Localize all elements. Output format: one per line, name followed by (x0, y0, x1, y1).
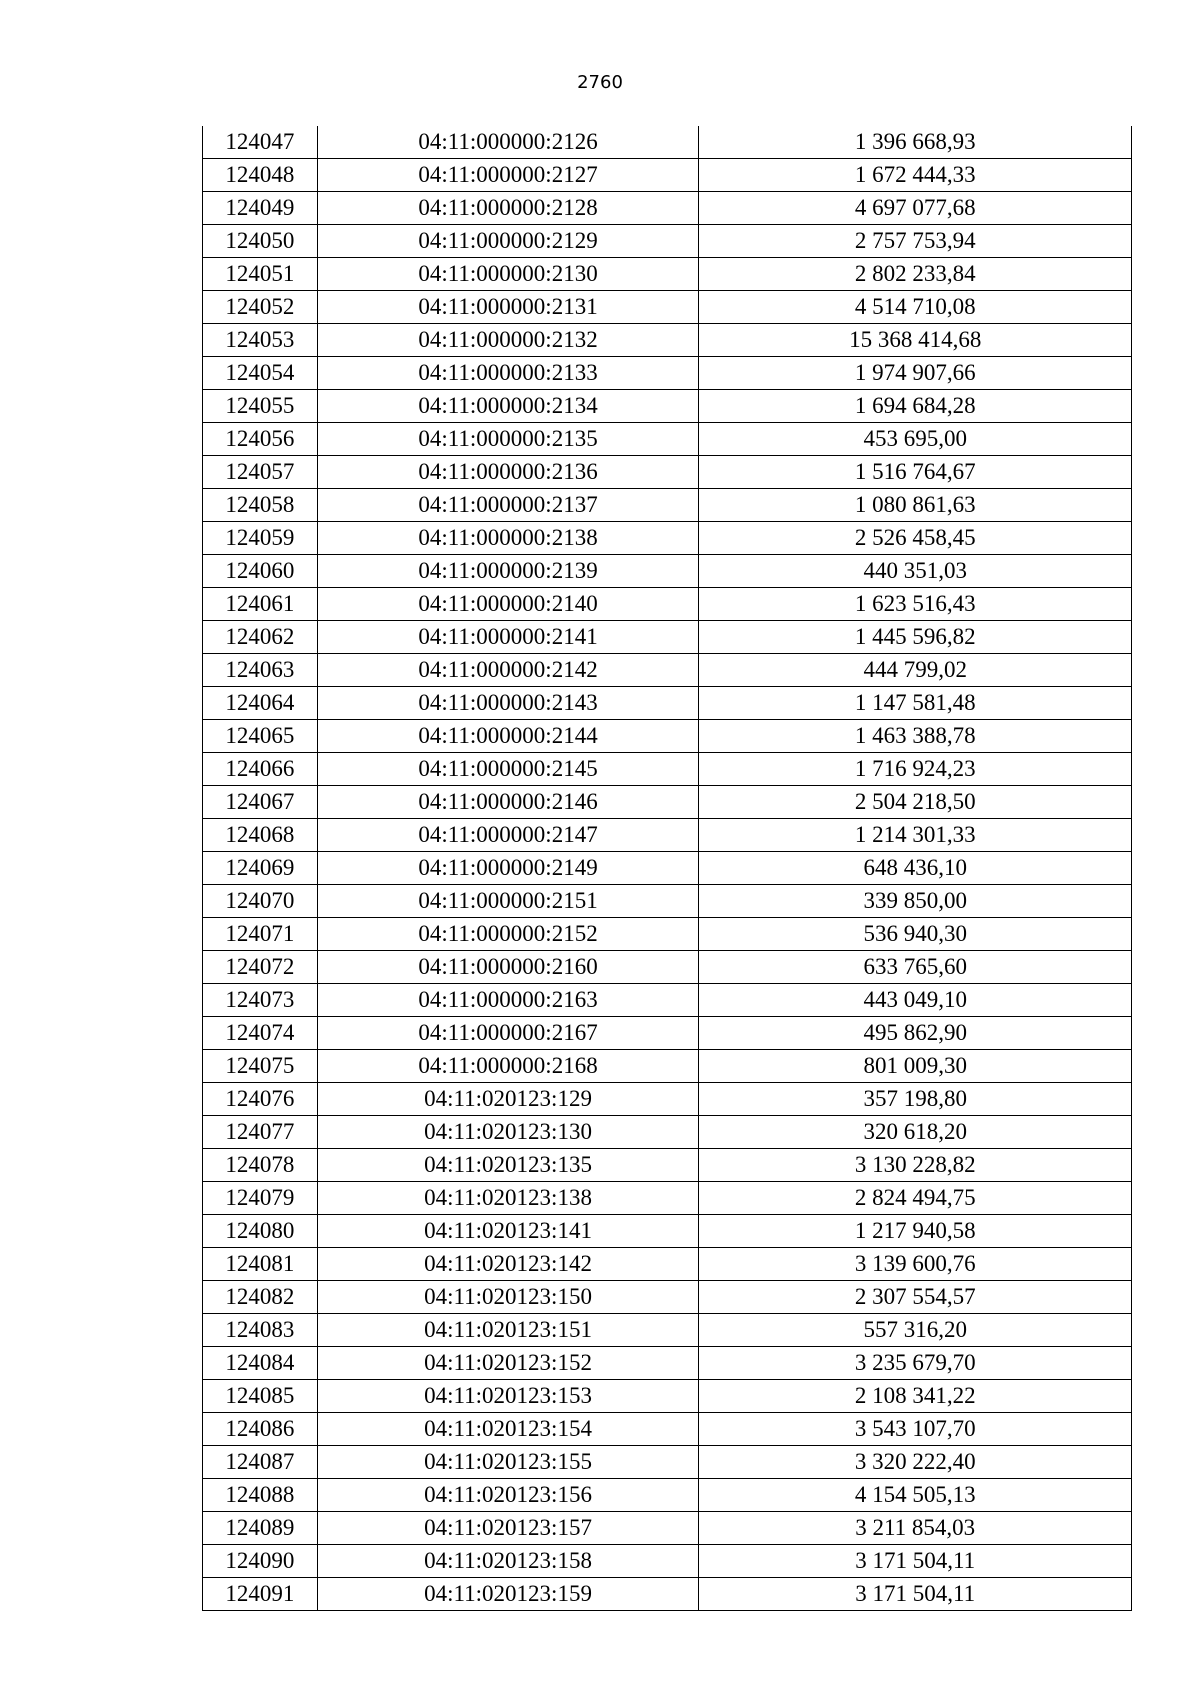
table-row (203, 1215, 1132, 1248)
table-row (203, 1149, 1132, 1182)
cadastral-number-cell: 04:11:020123:153 (317, 1380, 699, 1413)
cadastral-value-cell: 801 009,30 (699, 1050, 1132, 1083)
row-number-cell: 124051 (203, 258, 318, 291)
table-row (203, 258, 1132, 291)
table-row (203, 654, 1132, 687)
cadastral-value-cell: 15 368 414,68 (699, 324, 1132, 357)
table-row (203, 819, 1132, 852)
cadastral-number-cell: 04:11:000000:2139 (317, 555, 699, 588)
row-number-cell: 124085 (203, 1380, 318, 1413)
row-number-cell: 124050 (203, 225, 318, 258)
row-number-cell: 124083 (203, 1314, 318, 1347)
table-row (203, 390, 1132, 423)
cadastral-value-cell: 3 235 679,70 (699, 1347, 1132, 1380)
table-row (203, 885, 1132, 918)
cadastral-value-cell: 3 543 107,70 (699, 1413, 1132, 1446)
cadastral-number-cell: 04:11:020123:158 (317, 1545, 699, 1578)
cadastral-value-cell: 1 694 684,28 (699, 390, 1132, 423)
cadastral-number-cell: 04:11:020123:129 (317, 1083, 699, 1116)
cadastral-value-cell: 536 940,30 (699, 918, 1132, 951)
cadastral-value-cell: 4 697 077,68 (699, 192, 1132, 225)
cadastral-value-cell: 3 171 504,11 (699, 1545, 1132, 1578)
row-number-cell: 124080 (203, 1215, 318, 1248)
cadastral-number-cell: 04:11:020123:150 (317, 1281, 699, 1314)
table-row (203, 456, 1132, 489)
table-row (203, 489, 1132, 522)
cadastral-value-cell: 3 139 600,76 (699, 1248, 1132, 1281)
row-number-cell: 124067 (203, 786, 318, 819)
row-number-cell: 124063 (203, 654, 318, 687)
cadastral-value-cell: 1 623 516,43 (699, 588, 1132, 621)
cadastral-number-cell: 04:11:000000:2160 (317, 951, 699, 984)
cadastral-number-cell: 04:11:000000:2149 (317, 852, 699, 885)
cadastral-value-cell: 2 757 753,94 (699, 225, 1132, 258)
table-row (203, 126, 1132, 159)
cadastral-number-cell: 04:11:000000:2152 (317, 918, 699, 951)
table-row (203, 687, 1132, 720)
cadastral-value-cell: 2 802 233,84 (699, 258, 1132, 291)
row-number-cell: 124070 (203, 885, 318, 918)
table-row (203, 984, 1132, 1017)
cadastral-value-cell: 2 526 458,45 (699, 522, 1132, 555)
table-row (203, 1248, 1132, 1281)
row-number-cell: 124047 (203, 126, 318, 159)
cadastral-number-cell: 04:11:000000:2129 (317, 225, 699, 258)
table-row (203, 918, 1132, 951)
table-row (203, 1017, 1132, 1050)
registry-table-body (203, 126, 1132, 1611)
cadastral-value-cell: 557 316,20 (699, 1314, 1132, 1347)
row-number-cell: 124061 (203, 588, 318, 621)
cadastral-number-cell: 04:11:000000:2137 (317, 489, 699, 522)
cadastral-number-cell: 04:11:000000:2132 (317, 324, 699, 357)
table-row (203, 1512, 1132, 1545)
row-number-cell: 124054 (203, 357, 318, 390)
cadastral-value-cell: 3 130 228,82 (699, 1149, 1132, 1182)
table-row (203, 1182, 1132, 1215)
cadastral-number-cell: 04:11:000000:2145 (317, 753, 699, 786)
cadastral-value-cell: 3 171 504,11 (699, 1578, 1132, 1611)
cadastral-number-cell: 04:11:020123:130 (317, 1116, 699, 1149)
page-number: 2760 (577, 72, 623, 93)
cadastral-value-cell: 2 108 341,22 (699, 1380, 1132, 1413)
cadastral-value-cell: 1 445 596,82 (699, 621, 1132, 654)
row-number-cell: 124071 (203, 918, 318, 951)
cadastral-number-cell: 04:11:020123:138 (317, 1182, 699, 1215)
row-number-cell: 124091 (203, 1578, 318, 1611)
cadastral-number-cell: 04:11:020123:151 (317, 1314, 699, 1347)
table-row (203, 1380, 1132, 1413)
row-number-cell: 124081 (203, 1248, 318, 1281)
table-row (203, 1479, 1132, 1512)
cadastral-value-cell: 453 695,00 (699, 423, 1132, 456)
cadastral-value-cell: 1 463 388,78 (699, 720, 1132, 753)
table-row (203, 621, 1132, 654)
cadastral-value-cell: 1 672 444,33 (699, 159, 1132, 192)
cadastral-value-cell: 1 516 764,67 (699, 456, 1132, 489)
cadastral-value-cell: 1 716 924,23 (699, 753, 1132, 786)
table-row (203, 1446, 1132, 1479)
cadastral-value-cell: 2 307 554,57 (699, 1281, 1132, 1314)
cadastral-number-cell: 04:11:020123:135 (317, 1149, 699, 1182)
table-row (203, 1116, 1132, 1149)
cadastral-value-cell: 1 214 301,33 (699, 819, 1132, 852)
row-number-cell: 124076 (203, 1083, 318, 1116)
table-row (203, 720, 1132, 753)
row-number-cell: 124082 (203, 1281, 318, 1314)
table-row (203, 357, 1132, 390)
cadastral-value-cell: 440 351,03 (699, 555, 1132, 588)
cadastral-number-cell: 04:11:000000:2130 (317, 258, 699, 291)
cadastral-number-cell: 04:11:000000:2146 (317, 786, 699, 819)
table-row (203, 522, 1132, 555)
row-number-cell: 124049 (203, 192, 318, 225)
table-row (203, 225, 1132, 258)
row-number-cell: 124065 (203, 720, 318, 753)
table-row (203, 324, 1132, 357)
row-number-cell: 124087 (203, 1446, 318, 1479)
row-number-cell: 124084 (203, 1347, 318, 1380)
cadastral-value-cell: 1 147 581,48 (699, 687, 1132, 720)
row-number-cell: 124053 (203, 324, 318, 357)
row-number-cell: 124074 (203, 1017, 318, 1050)
table-row (203, 159, 1132, 192)
cadastral-value-cell: 2 504 218,50 (699, 786, 1132, 819)
table-row (203, 1545, 1132, 1578)
row-number-cell: 124078 (203, 1149, 318, 1182)
cadastral-value-cell: 1 217 940,58 (699, 1215, 1132, 1248)
cadastral-number-cell: 04:11:020123:154 (317, 1413, 699, 1446)
cadastral-value-cell: 3 211 854,03 (699, 1512, 1132, 1545)
cadastral-number-cell: 04:11:000000:2143 (317, 687, 699, 720)
cadastral-number-cell: 04:11:000000:2142 (317, 654, 699, 687)
cadastral-number-cell: 04:11:020123:157 (317, 1512, 699, 1545)
table-row (203, 192, 1132, 225)
cadastral-value-cell: 357 198,80 (699, 1083, 1132, 1116)
row-number-cell: 124055 (203, 390, 318, 423)
cadastral-value-cell: 633 765,60 (699, 951, 1132, 984)
table-row (203, 1347, 1132, 1380)
registry-table (202, 126, 1132, 1611)
row-number-cell: 124072 (203, 951, 318, 984)
cadastral-value-cell: 4 154 505,13 (699, 1479, 1132, 1512)
cadastral-value-cell: 1 974 907,66 (699, 357, 1132, 390)
table-row (203, 588, 1132, 621)
cadastral-number-cell: 04:11:000000:2131 (317, 291, 699, 324)
row-number-cell: 124069 (203, 852, 318, 885)
cadastral-value-cell: 495 862,90 (699, 1017, 1132, 1050)
cadastral-number-cell: 04:11:000000:2136 (317, 456, 699, 489)
row-number-cell: 124066 (203, 753, 318, 786)
row-number-cell: 124090 (203, 1545, 318, 1578)
cadastral-number-cell: 04:11:000000:2147 (317, 819, 699, 852)
cadastral-number-cell: 04:11:020123:156 (317, 1479, 699, 1512)
row-number-cell: 124060 (203, 555, 318, 588)
table-row (203, 1314, 1132, 1347)
table-row (203, 753, 1132, 786)
table-row (203, 786, 1132, 819)
table-row (203, 951, 1132, 984)
cadastral-number-cell: 04:11:000000:2126 (317, 126, 699, 159)
table-row (203, 423, 1132, 456)
row-number-cell: 124079 (203, 1182, 318, 1215)
cadastral-value-cell: 1 396 668,93 (699, 126, 1132, 159)
cadastral-number-cell: 04:11:000000:2140 (317, 588, 699, 621)
cadastral-value-cell: 648 436,10 (699, 852, 1132, 885)
cadastral-number-cell: 04:11:000000:2163 (317, 984, 699, 1017)
cadastral-value-cell: 339 850,00 (699, 885, 1132, 918)
table-row (203, 1578, 1132, 1611)
cadastral-number-cell: 04:11:000000:2135 (317, 423, 699, 456)
row-number-cell: 124075 (203, 1050, 318, 1083)
table-row (203, 291, 1132, 324)
row-number-cell: 124073 (203, 984, 318, 1017)
row-number-cell: 124057 (203, 456, 318, 489)
cadastral-number-cell: 04:11:020123:141 (317, 1215, 699, 1248)
cadastral-value-cell: 444 799,02 (699, 654, 1132, 687)
cadastral-number-cell: 04:11:020123:152 (317, 1347, 699, 1380)
cadastral-number-cell: 04:11:020123:159 (317, 1578, 699, 1611)
row-number-cell: 124077 (203, 1116, 318, 1149)
cadastral-number-cell: 04:11:020123:155 (317, 1446, 699, 1479)
row-number-cell: 124089 (203, 1512, 318, 1545)
row-number-cell: 124056 (203, 423, 318, 456)
cadastral-number-cell: 04:11:000000:2127 (317, 159, 699, 192)
cadastral-number-cell: 04:11:000000:2128 (317, 192, 699, 225)
cadastral-number-cell: 04:11:000000:2133 (317, 357, 699, 390)
row-number-cell: 124048 (203, 159, 318, 192)
row-number-cell: 124086 (203, 1413, 318, 1446)
cadastral-number-cell: 04:11:000000:2141 (317, 621, 699, 654)
cadastral-number-cell: 04:11:000000:2168 (317, 1050, 699, 1083)
cadastral-value-cell: 3 320 222,40 (699, 1446, 1132, 1479)
table-row (203, 1083, 1132, 1116)
table-row (203, 555, 1132, 588)
table-row (203, 852, 1132, 885)
row-number-cell: 124052 (203, 291, 318, 324)
cadastral-number-cell: 04:11:000000:2151 (317, 885, 699, 918)
cadastral-number-cell: 04:11:000000:2138 (317, 522, 699, 555)
cadastral-value-cell: 443 049,10 (699, 984, 1132, 1017)
row-number-cell: 124064 (203, 687, 318, 720)
cadastral-value-cell: 320 618,20 (699, 1116, 1132, 1149)
table-row (203, 1413, 1132, 1446)
cadastral-value-cell: 1 080 861,63 (699, 489, 1132, 522)
row-number-cell: 124059 (203, 522, 318, 555)
cadastral-number-cell: 04:11:000000:2167 (317, 1017, 699, 1050)
row-number-cell: 124058 (203, 489, 318, 522)
cadastral-value-cell: 2 824 494,75 (699, 1182, 1132, 1215)
table-row (203, 1050, 1132, 1083)
row-number-cell: 124062 (203, 621, 318, 654)
cadastral-number-cell: 04:11:000000:2144 (317, 720, 699, 753)
row-number-cell: 124088 (203, 1479, 318, 1512)
table-row (203, 1281, 1132, 1314)
cadastral-number-cell: 04:11:000000:2134 (317, 390, 699, 423)
cadastral-number-cell: 04:11:020123:142 (317, 1248, 699, 1281)
cadastral-value-cell: 4 514 710,08 (699, 291, 1132, 324)
row-number-cell: 124068 (203, 819, 318, 852)
